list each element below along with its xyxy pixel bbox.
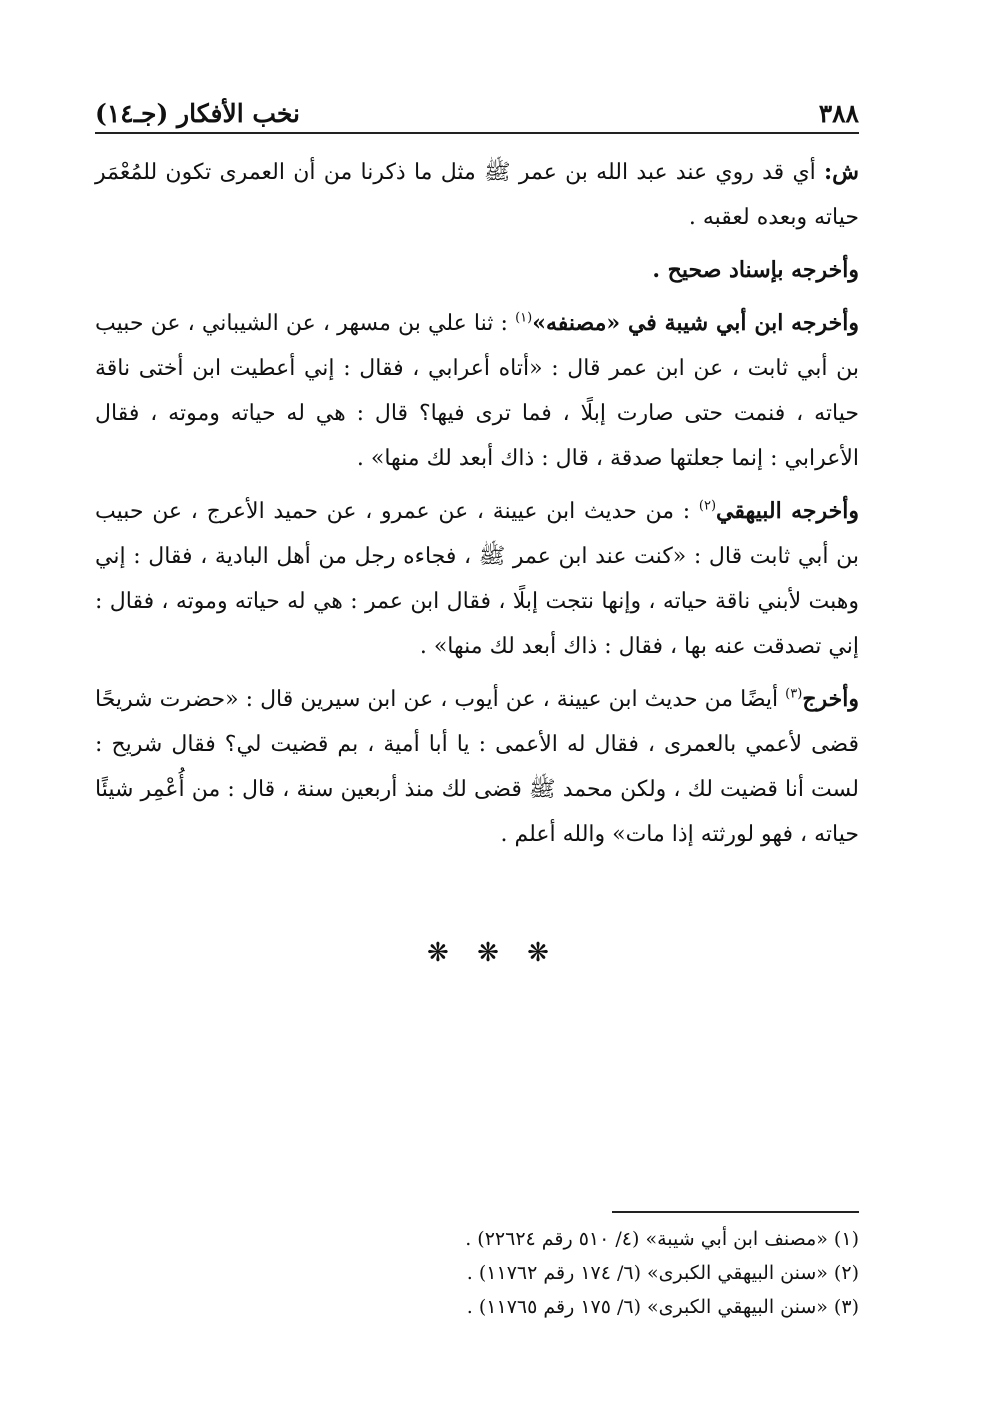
paragraph-lead: وأخرج <box>802 686 859 712</box>
footnote-item: (٣) «سنن البيهقي الكبرى» (٦/ ١٧٥ رقم ١١٧٦٥) . <box>466 1296 859 1318</box>
page-number: ٣٨٨ <box>818 99 859 128</box>
footnote-divider <box>612 1211 859 1213</box>
book-title: نخب الأفكار (جـ١٤) <box>95 99 301 128</box>
paragraph-bayhaqi <box>95 489 859 669</box>
footnotes <box>95 1222 859 1324</box>
footnote-ref[interactable]: (٣) <box>785 686 803 702</box>
footnote-ref[interactable]: (١) <box>515 310 533 326</box>
main-text <box>95 150 859 865</box>
paragraph-text: : من حديث ابن عيينة ، عن عمرو ، عن حميد الأعرج ، عن حبيب بن أبي ثابت قال : «كنت عند ابن عمر ﷺ ، فجاءه رجل من أهل البادية ، فقال : إني وهبت لأبني ناقة حياته ، وإنها نتجت إبلًا ، فقال ابن عمر : هي له حياته وموته ، فقال : إني تصدقت عنه بها ، فقال : ذاك أبعد لك منها» . <box>95 499 859 659</box>
paragraph-sharh <box>95 150 859 240</box>
paragraph-lead: وأخرجه بإسناد صحيح . <box>652 257 859 283</box>
footnote-ref[interactable]: (٢) <box>698 498 717 514</box>
header-divider <box>95 132 859 134</box>
paragraph-text: أيضًا من حديث ابن عيينة ، عن أيوب ، عن ابن سيرين قال : «حضرت شريحًا قضى لأعمي بالعمرى ، فقال له الأعمى : يا أبا أمية ، بم قضيت لي؟ فقال شريح : لست أنا قضيت لك ، ولكن محمد ﷺ قضى لك منذ أربعين سنة ، قال : من أُعْمِر شيئًا حياته ، فهو لورثته إذا مات» والله أعلم . <box>95 687 859 847</box>
paragraph-text: أي قد روي عند عبد الله بن عمر ﷺ مثل ما ذكرنا من أن العمرى تكون للمُعْمَر حياته وبعده لعقبه . <box>95 160 859 230</box>
paragraph-lead: ش: <box>824 159 860 185</box>
paragraph-text: : ثنا علي بن مسهر ، عن الشيباني ، عن حبيب بن أبي ثابت ، عن ابن عمر قال : «أتاه أعرابي ، فقال : إني أعطيت ابن أختى ناقة حياته ، فنمت حتى صارت إبلًا ، فما ترى فيها؟ قال : هي له حياته وموته ، فقال الأعرابي : إنما جعلتها صدقة ، قال : ذاك أبعد لك منها» . <box>95 311 859 471</box>
footnote-item: (١) «مصنف ابن أبي شيبة» (٤/ ٥١٠ رقم ٢٢٦٢٤) . <box>465 1228 859 1250</box>
paragraph-ibn-abi-shayba <box>95 301 859 481</box>
paragraph-lead: وأخرجه ابن أبي شيبة في «مصنفه» <box>532 310 859 336</box>
footnote-item: (٢) «سنن البيهقي الكبرى» (٦/ ١٧٤ رقم ١١٧٦٢) . <box>466 1262 859 1284</box>
paragraph-lead: وأخرجه البيهقي <box>716 498 859 524</box>
page-header <box>95 88 859 128</box>
section-separator: ❋ ❋ ❋ <box>427 938 559 968</box>
paragraph-isnad <box>95 248 859 293</box>
paragraph-akhraj <box>95 677 859 857</box>
